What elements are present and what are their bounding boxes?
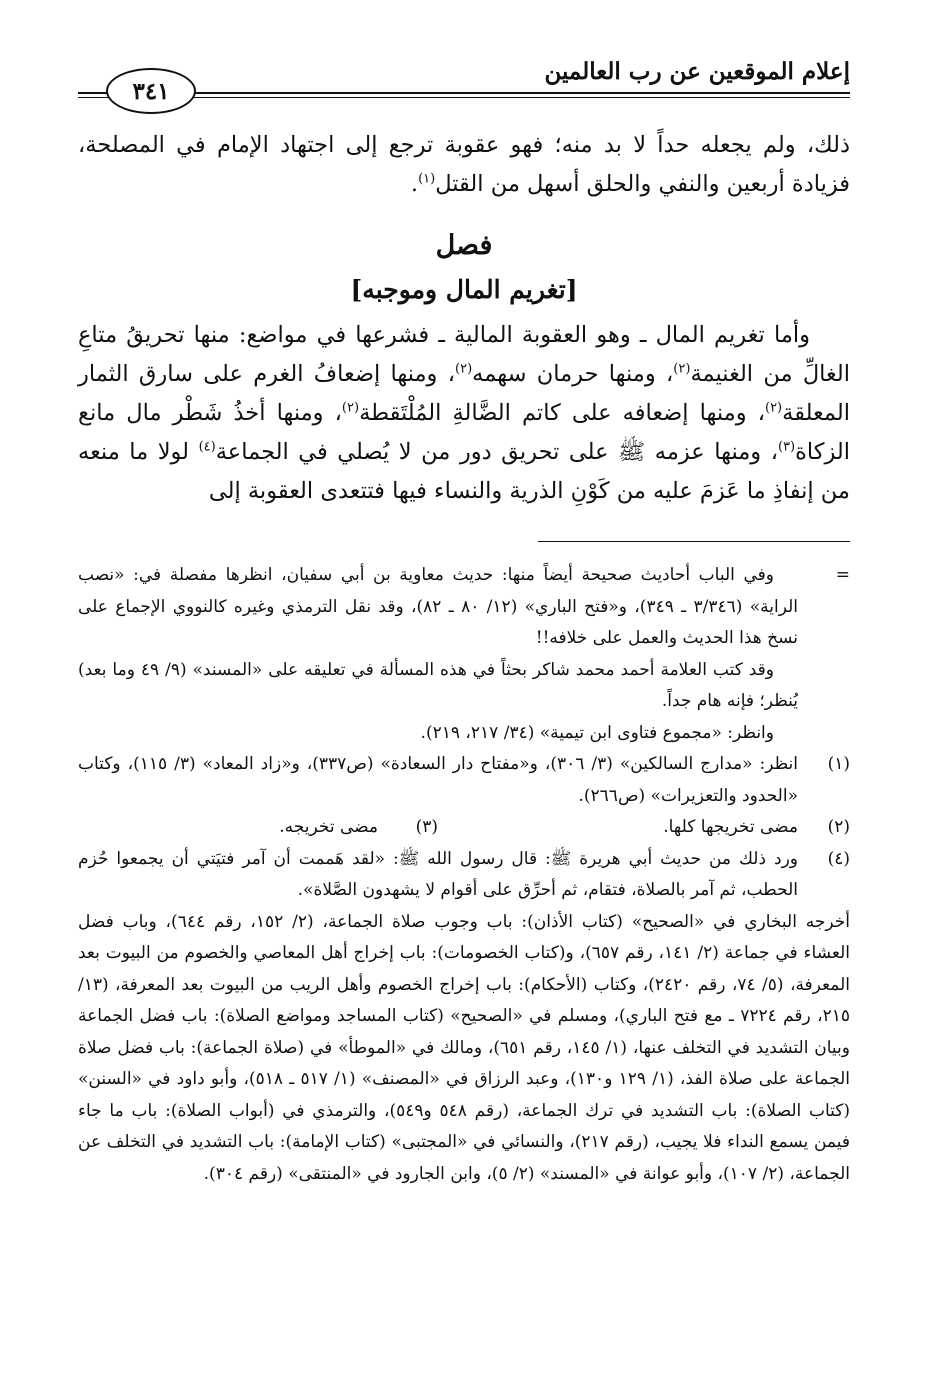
footnote-2-marker: (٢) — [827, 817, 850, 837]
footnote-4-text-2: أخرجه البخاري في «الصحيح» (كتاب الأذان): باب وجوب صلاة الجماعة، (٢/ ١٥٢، رقم ٦٤٤)، وباب فضل العشاء في جماعة (٢/ ١٤١، رقم ٦٥٧)، و(كتاب الخصومات): باب إخراج أهل المعاصي والخصوم من البيوت بعد المعرفة، (٥/ ٧٤، رقم ٢٤٢٠)، وكتاب (الأحكام): باب إخراج الخصوم وأهل الريب من البيوت بعد المعرفة، (١٣/ ٢١٥، رقم ٧٢٢٤ ـ مع فتح الباري)، ومسلم في «الصحيح» (كتاب المساجد ومواضع الصلاة): باب فضل الجماعة وبيان التشديد في التخلف عنها، (١/ ١٤٥، رقم ٦٥١)، ومالك في «الموطأ» في (صلاة الجماعة): باب فضل صلاة الجماعة على صلاة الفذ، (١/ ١٢٩ و١٣٠)، وعبد الرزاق في «المصنف» (١/ ٥١٧ ـ ٥١٨)، وأبو داود في «السنن» (كتاب الصلاة): باب التشديد في ترك الجماعة، (رقم ٥٤٨ و٥٤٩)، والترمذي في (أبواب الصلاة): باب ما جاء فيمن يسمع النداء فلا يجيب، (رقم ٢١٧)، والنسائي في «المجتبى» (كتاب الإمامة): باب التشديد في التخلف عن الجماعة، (٢/ ١٠٧)، وأبو عوانة في «المسند» (٢/ ٥)، وابن الجارود في «المنتقى» (رقم ٣٠٤). — [78, 911, 851, 1184]
section-subheading: [تغريم المال وموجبه] — [350, 275, 578, 304]
footnote-ref-2a: (٢) — [673, 361, 691, 377]
paragraph-2-part-a: وأما تغريم المال ـ وهو العقوبة المالية ـ فشرعها في مواضع: منها تحريقُ متاعِ الغالِّ من الغنيمة — [78, 322, 850, 387]
paragraph-1 — [78, 126, 850, 204]
page-number: ٣٤١ — [106, 68, 196, 114]
footnote-2-text: مضى تخريجها كلها. — [663, 817, 798, 837]
main-text — [78, 126, 850, 511]
footnotes — [78, 560, 850, 1190]
footnote-4-marker: (٤) — [827, 848, 850, 869]
footnote-ref-3: (٣) — [777, 439, 796, 455]
paragraph-2-part-d: ، ومنها إضعافه على كاتم الضَّالةِ المُلْتَقطة — [359, 400, 765, 426]
footnote-1 — [78, 749, 850, 812]
footnote-1-text: انظر: «مدارج السالكين» (٣/ ٣٠٦)، و«مفتاح دار السعادة» (ص٣٣٧)، و«زاد المعاد» (٣/ ١١٥)، وكتاب «الحدود والتعزيرات» (ص٢٦٦). — [78, 754, 798, 806]
section-heading: فصل — [435, 230, 493, 261]
footnote-4 — [78, 844, 850, 907]
footnote-2-3-row — [78, 812, 798, 844]
paragraph-2 — [78, 316, 850, 511]
paragraph-1-end: . — [410, 171, 419, 197]
footnote-ref-1: (١) — [418, 171, 436, 187]
footnote-continuation-text-1: وفي الباب أحاديث صحيحة أيضاً منها: حديث معاوية بن أبي سفيان، انظرها مفصلة في: «نصب الراية» (٣/٣٤٦ ـ ٣٤٩)، و«فتح الباري» (١٢/ ٨٠ ـ ٨٢)، وقد نقل الترمذي وغيره كالنووي الإجماع على نسخ هذا الحديث والعمل على خلافه!! — [78, 565, 799, 648]
paragraph-1-text: ذلك، ولم يجعله حداً لا بد منه؛ فهو عقوبة ترجع إلى اجتهاد الإمام في المصلحة، فزيادة أربعين والنفي والحلق أسهل من القتل — [78, 132, 850, 197]
footnote-separator — [538, 541, 850, 542]
footnote-continuation — [78, 560, 850, 749]
footnote-ref-2c: (٢) — [764, 400, 783, 416]
footnote-continuation-text-2: وقد كتب العلامة أحمد محمد شاكر بحثاً في هذه المسألة في تعليقه على «المسند» (٩/ ٤٩ وما بعد) يُنظر؛ فإنه هام جداً. — [78, 659, 798, 711]
footnote-ref-2b: (٢) — [455, 361, 473, 377]
footnote-4-text-1: ورد ذلك من حديث أبي هريرة ﷺ: قال رسول الله ﷺ: «لقد هَممت أن آمر فتيَتي أن يجمعوا حُزم الحطب، ثم آمر بالصلاة، فتقام، ثم أحرِّق على أقوام لا يشهدون الصَّلاة». — [78, 848, 798, 900]
footnote-ref-2d: (٢) — [341, 400, 360, 416]
footnote-1-marker: (١) — [827, 754, 850, 774]
footnote-3-marker: (٣) — [415, 817, 438, 837]
footnote-continuation-marker: = — [835, 565, 850, 585]
footnote-continuation-text-3: وانظر: «مجموع فتاوى ابن تيمية» (٣٤/ ٢١٧، ٢١٩). — [420, 722, 774, 743]
footnote-3 — [78, 812, 438, 844]
page — [78, 56, 850, 1190]
paragraph-2-part-g: لولا ما منعه من إنفاذِ ما عَزمَ عليه من كَوْنِ الذرية والنساء فيها فتتعدى العقوبة إلى — [78, 439, 850, 504]
paragraph-2-part-f: ، ومنها عزمه ﷺ على تحريق دور من لا يُصلي في الجماعة — [215, 439, 778, 465]
paragraph-2-part-b: ، ومنها حرمان سهمه — [472, 361, 674, 387]
footnote-3-text: مضى تخريجه. — [279, 817, 378, 837]
page-header — [78, 56, 850, 105]
paragraph-2-part-e: ، ومنها أخذُ شَطْر مال مانع الزكاة — [78, 400, 851, 465]
footnote-2-3 — [78, 812, 850, 844]
footnote-ref-4: (٤) — [198, 439, 216, 455]
paragraph-2-part-c: ، ومنها إضعافُ الغرم على سارق الثمار المعلقة — [78, 361, 850, 426]
running-title: إعلام الموقعين عن رب العالمين — [544, 58, 850, 85]
